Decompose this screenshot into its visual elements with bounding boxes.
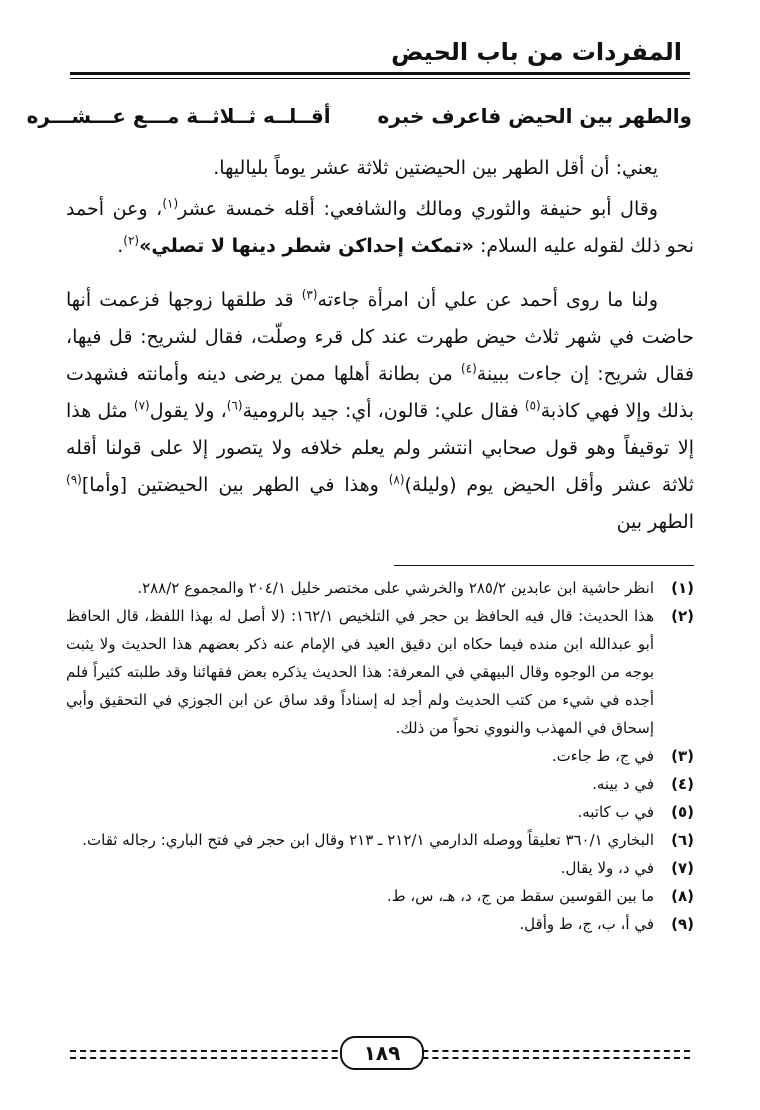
footnote-text: انظر حاشية ابن عابدين ٢٨٥/٢ والخرشي على مختصر خليل ٢٠٤/١ والمجموع ٢٨٨/٢.: [137, 579, 654, 597]
verse-line: [27, 104, 692, 128]
main-text: [66, 150, 694, 541]
footnote-ref-2: (٢): [123, 233, 140, 248]
footnote-ref-1: (١): [162, 196, 179, 211]
footnote-item: [66, 826, 694, 854]
paragraph-2-text-b: ، وعن أحمد نحو ذلك لقوله عليه السلام:: [66, 198, 694, 257]
footnote-number: (٣): [671, 747, 694, 765]
footnote-number: (٥): [671, 803, 694, 821]
footnote-text: البخاري ٣٦٠/١ تعليقاً ووصله الدارمي ٢١٢/١ ـ ٢١٣ وقال ابن حجر في فتح الباري: رجاله ثقات.: [82, 831, 654, 849]
paragraph-2-end: .: [117, 235, 124, 257]
footnotes: [66, 574, 694, 938]
footnote-ref-7: (٧): [133, 398, 150, 413]
header-rule-thick: [70, 72, 690, 75]
footnote-number: (٢): [671, 607, 694, 625]
paragraph-3-text-h: الطهر بين: [616, 511, 694, 533]
footnote-separator: [394, 565, 694, 566]
paragraph-3-text-b: قد طلقها زوجها فزعمت أنها حاضت في شهر ثلاث حيض طهرت عند كل قرء وصلّت، فقال لشريح: قل فيها، فقال شريح: إن جاءت ببينة: [66, 289, 694, 385]
paragraph-3-text-c: من بطانة أهلها ممن يرضى دينه وأمانته فشهدت بذلك وإلا فهي كاذبة: [66, 363, 695, 422]
hadith-quote: «تمكث إحداكن شطر دينها لا تصلي»: [139, 235, 474, 257]
footnote-text: في د بينه.: [592, 775, 654, 793]
footnote-ref-3: (٣): [301, 287, 318, 302]
footnote-number: (٤): [671, 775, 694, 793]
paragraph-3-text-d: فقال علي: قالون، أي: جيد بالرومية: [242, 400, 525, 422]
footnote-text: في ب كاتبه.: [577, 803, 654, 821]
footnote-text: في أ، ب، ج، ط وأقل.: [519, 915, 654, 933]
footnote-item: [66, 742, 694, 770]
footnote-number: (١): [671, 579, 694, 597]
footnote-text: ما بين القوسين سقط من ج، د، هـ، س، ط.: [386, 887, 654, 905]
footnote-item: [66, 910, 694, 938]
footnote-number: (٨): [671, 887, 694, 905]
footnote-text: في ج، ط جاءت.: [551, 747, 654, 765]
verse-hemistich-1: والطهر بين الحيض فاعرف خبره: [377, 104, 692, 128]
paragraph-1: يعني: أن أقل الطهر بين الحيضتين ثلاثة عشر يوماً بلياليها.: [213, 157, 658, 179]
footnote-number: (٩): [671, 915, 694, 933]
footnote-item: [66, 798, 694, 826]
footnote-item: [66, 854, 694, 882]
footnote-ref-8: (٨): [388, 472, 405, 487]
footnote-text: هذا الحديث: قال فيه الحافظ بن حجر في التلخيص ١٦٢/١: (لا أصل له بهذا اللفظ، قال الحافظ أبو عبدالله ابن منده فيما حكاه ابن دقيق العيد في الإمام عنه ذكر بعضهم هذا الحديث ولا يثبت بوجه من الوجوه وقال البيهقي في المعرفة: هذا الحديث يذكره بعض فقهائنا وقد طلبته كثيراً فلم أجده في شيء من كتب الحديث ولم أجد له إسناداً وقد ساق عن ابن الجوزي في التحقيق وأبي إسحاق في المهذب والنووي نحواً من ذلك.: [66, 607, 654, 737]
paragraph-3-text-g: وهذا في الطهر بين الحيضتين [وأما]: [81, 474, 389, 496]
paragraph-2: [66, 191, 694, 265]
paragraph-3-text-f: مثل هذا إلا توقيفاً وهو قول صحابي انتشر ولم يعلم خلافه ولا يتصور إلا على قولنا أقله ثلاثة عشر وأقل الحيض يوم (وليلة): [66, 400, 695, 496]
footnote-ref-9: (٩): [66, 472, 82, 487]
verse-hemistich-2: أقــلــه ثــلاثــة مـــع عـــشـــره: [26, 104, 331, 128]
footnote-item: [66, 602, 694, 742]
running-header-title: المفردات من باب الحيض: [391, 38, 682, 66]
footnote-item: [66, 882, 694, 910]
footnote-number: (٦): [671, 831, 694, 849]
paragraph-3: [66, 282, 694, 541]
footnote-number: (٧): [671, 859, 694, 877]
footnote-item: [66, 574, 694, 602]
page-number: ١٨٩: [340, 1036, 424, 1070]
footnote-item: [66, 770, 694, 798]
footnote-ref-4: (٤): [460, 361, 477, 376]
footnote-ref-5: (٥): [524, 398, 541, 413]
footnote-text: في د، ولا يقال.: [560, 859, 654, 877]
paragraph-2-text-a: وقال أبو حنيفة والثوري ومالك والشافعي: أقله خمسة عشر: [178, 198, 658, 220]
header-rule-thin: [70, 78, 690, 79]
paragraph-3-text-e: ، ولا يقول: [149, 400, 227, 422]
footnote-ref-6: (٦): [226, 398, 243, 413]
paragraph-3-text-a: ولنا ما روى أحمد عن علي أن امرأة جاءته: [317, 289, 658, 311]
